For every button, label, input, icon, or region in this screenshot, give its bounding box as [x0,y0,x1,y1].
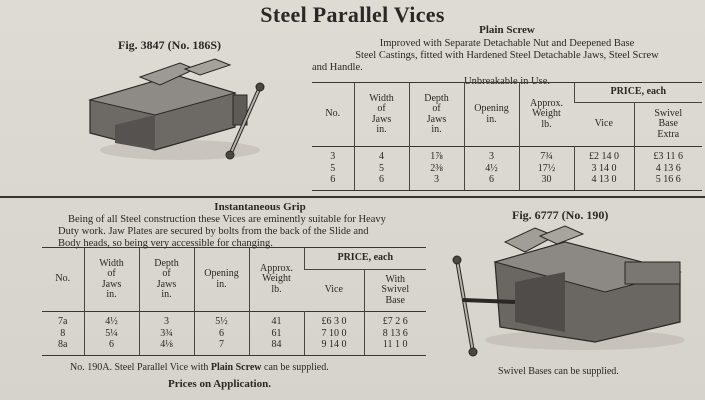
col-width-lower: Width of Jaws in. [84,248,139,312]
cell-no: 8 [60,327,66,339]
upper-spec-table [312,82,702,191]
cell-opening: 6 [194,328,249,340]
cell-weight: 61 [249,328,304,340]
cell-opening: 5½ [194,312,249,328]
lower-spec-table [42,247,426,356]
col-opening-lower: Opening in. [194,248,249,312]
table-row [312,174,702,190]
cell-swivel: £7 2 6 [364,312,426,328]
cell-weight: 30 [519,174,574,190]
cell-depth: 2⅜ [409,163,464,175]
lower-description: Being of all Steel construction these Vices are eminently suitable for Heavy Duty work. Jaw Plates are secured by bolts from the back of the Slide and Body heads, so being very accessible for changing. [58,214,386,249]
cell-vice: £6 3 0 [304,312,364,328]
cell-no: 3 [330,151,336,162]
cell-no: 6 [312,174,354,190]
col-no-lower: No. [42,248,84,312]
table-row [42,312,426,328]
cell-swivel: 5 16 6 [634,174,702,190]
col-depth: Depth of Jaws in. [409,83,464,147]
cell-width: 6 [354,174,409,190]
cell-depth: 3¾ [139,328,194,340]
cell-no: 7a [58,316,68,327]
col-weight: Approx. Weight lb. [519,83,574,147]
vice-illustration-6777 [445,222,695,357]
cell-swivel: £3 11 6 [634,147,702,163]
cell-depth: 1⅞ [409,147,464,163]
cell-weight: 17½ [519,163,574,175]
cell-vice: 7 10 0 [304,328,364,340]
table-row [312,147,702,163]
cell-swivel: 4 13 6 [634,163,702,175]
cell-depth: 4⅛ [139,339,194,355]
section-divider [0,196,705,198]
cell-width: 4½ [84,312,139,328]
figure-label-3847: Fig. 3847 (No. 186S) [118,38,221,52]
col-depth-lower: Depth of Jaws in. [139,248,194,312]
cell-width: 6 [84,339,139,355]
cell-opening: 3 [464,147,519,163]
prices-note: Prices on Application. [168,378,271,390]
cell-opening: 6 [464,174,519,190]
col-opening: Opening in. [464,83,519,147]
col-vice: Vice [574,103,634,147]
col-price: PRICE, each [574,83,702,103]
lower-subtitle: Instantaneous Grip [214,201,306,213]
cell-vice: 9 14 0 [304,339,364,355]
lower-note: No. 190A. Steel Parallel Vice with Plain Screw can be supplied. [70,362,329,373]
col-width: Width of Jaws in. [354,83,409,147]
cell-opening: 7 [194,339,249,355]
col-vice-lower: Vice [304,270,364,312]
cell-depth: 3 [409,174,464,190]
col-weight-lower: Approx. Weight lb. [249,248,304,312]
cell-width: 5 [354,163,409,175]
col-swivel: Swivel Base Extra [634,103,702,147]
cell-swivel: 11 1 0 [364,339,426,355]
cell-no: 8a [42,339,84,355]
vice-illustration-3847 [85,55,275,170]
cell-vice: £2 14 0 [574,147,634,163]
table-row [42,339,426,355]
upper-subtitle: Plain Screw [479,24,535,36]
cell-width: 4 [354,147,409,163]
table-row [312,163,702,175]
cell-width: 5¼ [84,328,139,340]
cell-weight: 41 [249,312,304,328]
figure-label-6777: Fig. 6777 (No. 190) [512,208,609,222]
cell-weight: 7¾ [519,147,574,163]
table-row [42,328,426,340]
upper-description: Improved with Separate Detachable Nut and Deepened Base Steel Castings, fitted with Hardened Steel Detachable Jaws, Steel Screw and Handle. Unbreakable in Use. [312,38,659,87]
page-title: Steel Parallel Vices [260,2,445,27]
cell-depth: 3 [139,312,194,328]
cell-no: 5 [330,162,336,174]
col-price-lower: PRICE, each [304,248,426,270]
col-no: No. [312,83,354,147]
cell-opening: 4½ [464,163,519,175]
cell-vice: 3 14 0 [574,163,634,175]
swivel-bases-note: Swivel Bases can be supplied. [498,366,619,377]
cell-vice: 4 13 0 [574,174,634,190]
cell-weight: 84 [249,339,304,355]
col-swivel-lower: With Swivel Base [364,270,426,312]
cell-swivel: 8 13 6 [364,328,426,340]
